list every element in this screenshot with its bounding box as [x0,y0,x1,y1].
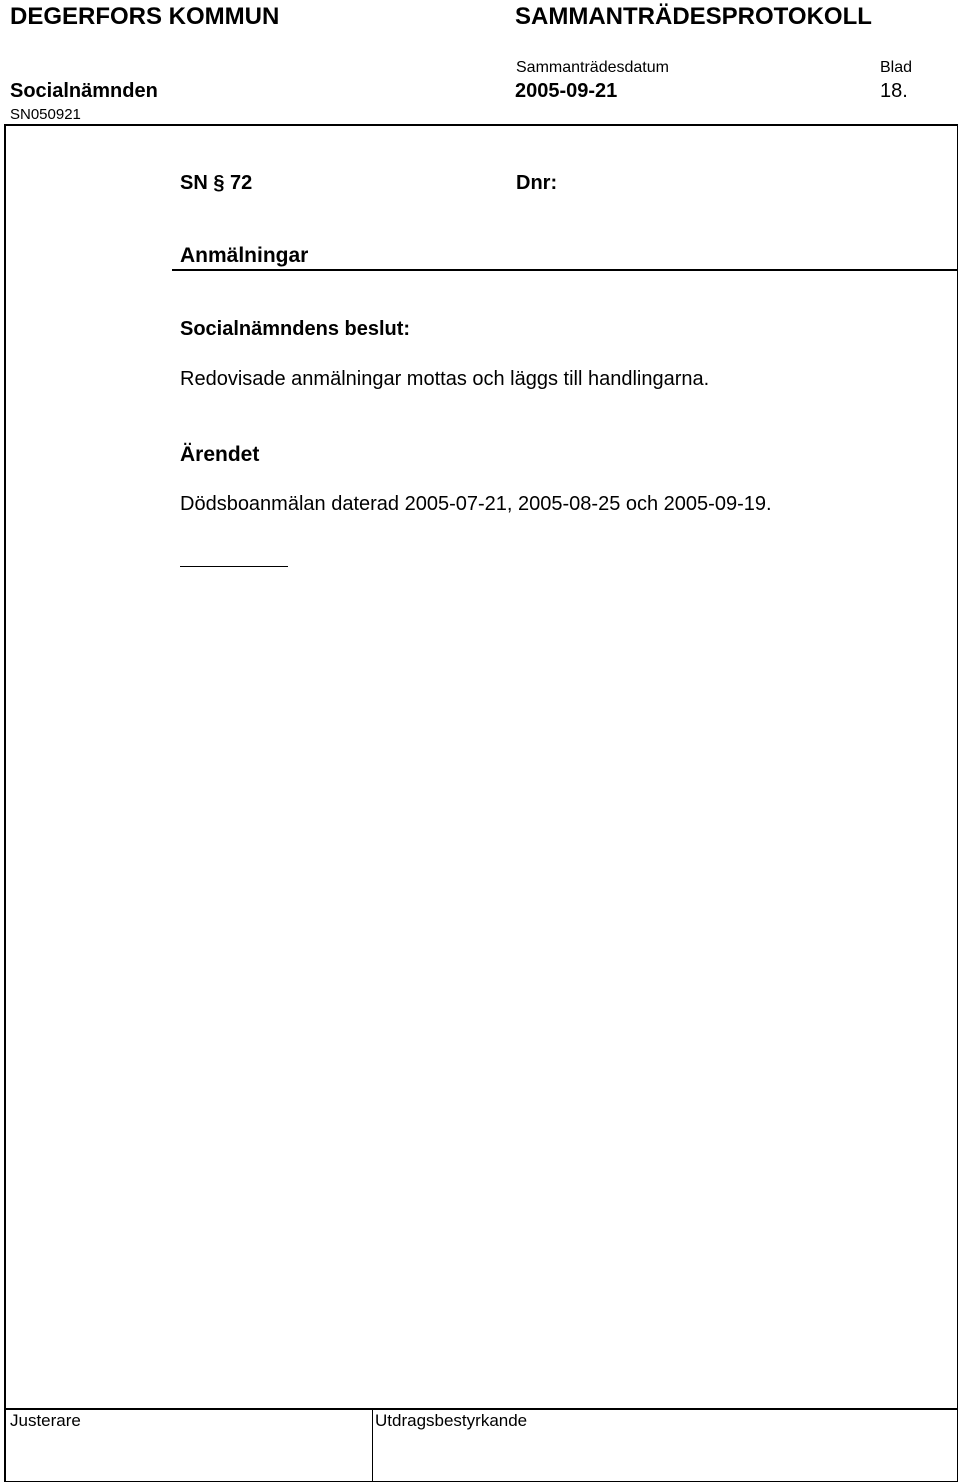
matter-heading: Ärendet [180,443,260,466]
justerare-label: Justerare [10,1411,81,1430]
page-label: Blad [880,59,913,76]
utdragsbestyrkande-label: Utdragsbestyrkande [375,1411,528,1430]
dnr-label: Dnr: [516,172,558,194]
page-number: 18. [880,80,908,102]
committee-name: Socialnämnden [10,80,158,102]
meeting-date-label: Sammanträdesdatum [516,59,669,76]
municipality-name: DEGERFORS KOMMUN [10,3,280,30]
subject-rule [172,269,958,271]
meeting-date: 2005-09-21 [515,80,618,102]
section-number: SN § 72 [180,172,253,194]
end-rule [180,566,288,567]
document-type: SAMMANTRÄDESPROTOKOLL [515,3,872,30]
content-frame [4,124,958,1481]
reference-code: SN050921 [10,106,81,123]
subject-heading: Anmälningar [180,244,309,267]
matter-text: Dödsboanmälan daterad 2005-07-21, 2005-08-25 och 2005-09-19. [180,493,772,515]
decision-heading: Socialnämndens beslut: [180,318,411,340]
decision-text: Redovisade anmälningar mottas och läggs till handlingarna. [180,368,710,390]
footer-divider [372,1410,373,1482]
